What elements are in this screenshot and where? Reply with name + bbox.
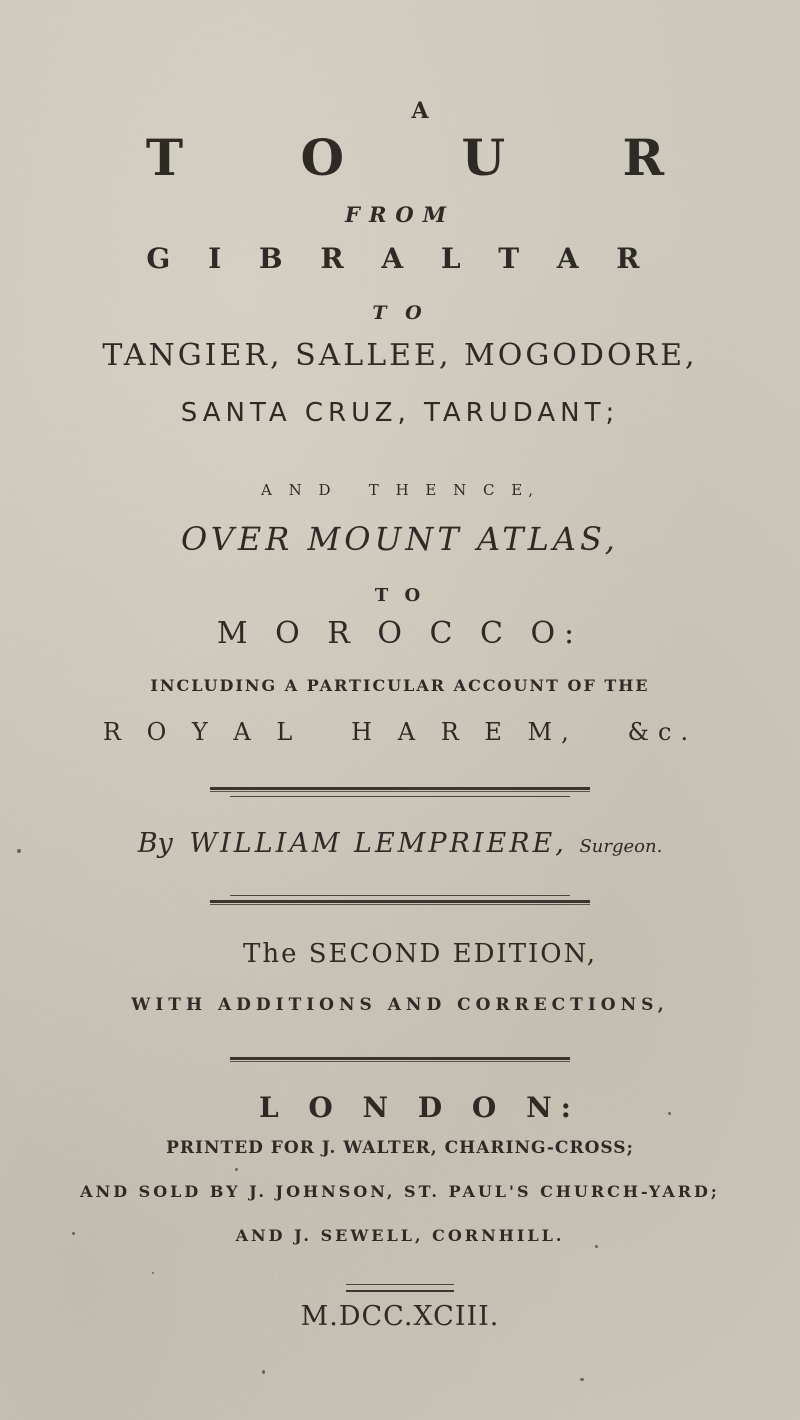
rule-bottom [346, 1284, 454, 1292]
paper-speck [235, 1168, 238, 1171]
author-name: WILLIAM LEMPRIERE, [189, 828, 567, 859]
origin-gibraltar: G I B R A L T A R [146, 242, 654, 275]
paper-speck [595, 1245, 598, 1248]
sold-also: AND J. SEWELL, CORNHILL. [235, 1226, 565, 1245]
morocco: M O R O C C O: [216, 616, 584, 651]
to-label-2: T O [374, 585, 426, 606]
place-london: L O N D O N: [258, 1091, 581, 1124]
rule-lower [230, 1057, 570, 1062]
paper-speck [262, 1370, 265, 1374]
and-thence: A N D T H E N C E, [260, 481, 540, 499]
author-by: By [137, 828, 173, 859]
author-line [0, 828, 800, 859]
including-account: INCLUDING A PARTICULAR ACCOUNT OF THE [150, 676, 650, 695]
title-main: T O U R [145, 128, 715, 187]
additions-corrections: WITH ADDITIONS AND CORRECTIONS, [131, 995, 669, 1015]
paper-speck [668, 1112, 671, 1115]
from-label: FROM [345, 202, 455, 227]
rule-mid-thin [230, 895, 570, 896]
over-mount-atlas: OVER MOUNT ATLAS, [181, 520, 619, 558]
rule-upper-thin [230, 796, 570, 797]
date-imprint: M.DCC.XCIII. [300, 1301, 500, 1332]
rule-upper [210, 787, 590, 792]
paper-speck [17, 849, 21, 853]
sold-by: AND SOLD BY J. JOHNSON, ST. PAUL'S CHURCH-YARD; [80, 1182, 720, 1201]
to-label-1: T O [372, 302, 428, 324]
paper-speck [580, 1378, 584, 1381]
paper-speck [152, 1272, 154, 1274]
paper-speck [72, 1232, 75, 1235]
author-title: Surgeon. [579, 836, 663, 857]
royal-harem: R O Y A L H A R E M, &c. [102, 718, 698, 746]
destinations-line-2: SANTA CRUZ, TARUDANT; [180, 398, 620, 428]
printer: PRINTED FOR J. WALTER, CHARING-CROSS; [166, 1138, 634, 1158]
destinations-line-1: TANGIER, SALLEE, MOGODORE, [102, 338, 698, 373]
edition: The SECOND EDITION, [243, 939, 597, 969]
rule-mid [210, 900, 590, 905]
title-article: A [411, 98, 429, 124]
